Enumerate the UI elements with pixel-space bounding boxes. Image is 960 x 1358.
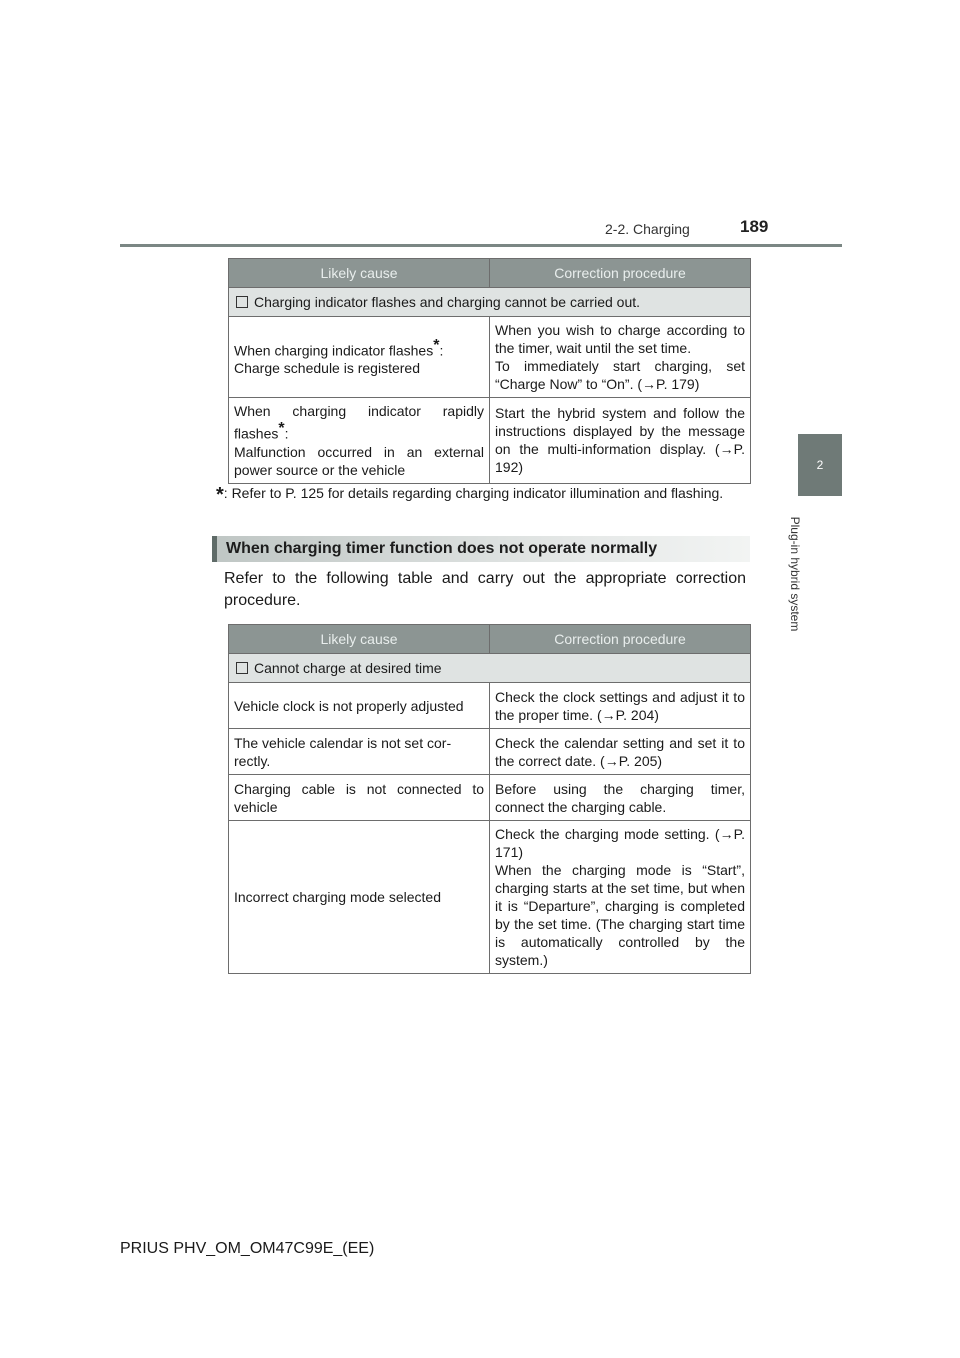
section-subheading xyxy=(212,536,750,562)
category-cell xyxy=(229,654,751,683)
footnote-star-icon: * xyxy=(433,336,440,354)
cause-text: When charging indicator flashes xyxy=(234,342,434,359)
page-number: 189 xyxy=(740,217,769,236)
table-row xyxy=(229,317,751,398)
footnote-star-icon: * xyxy=(278,420,285,437)
chapter-side-label xyxy=(788,505,802,643)
cause-cell: Incorrect charging mode selected xyxy=(229,821,490,974)
chapter-tab xyxy=(798,434,842,496)
cause-text: : Charge schedule is registered xyxy=(234,342,444,377)
charging-timer-table xyxy=(228,624,751,974)
chapter-number: 2 xyxy=(816,458,824,472)
cause-cell xyxy=(229,398,490,484)
column-header-cause: Likely cause xyxy=(229,625,490,654)
category-label: Cannot charge at desired time xyxy=(254,660,442,676)
cause-cell: The vehicle calendar is not set cor-rectly. xyxy=(229,729,490,775)
footnote-star-icon: * xyxy=(216,484,224,506)
header-divider xyxy=(120,244,842,247)
column-header-cause: Likely cause xyxy=(229,259,490,288)
procedure-cell: Check the clock settings and adjust it to the proper time. (→P. 204) xyxy=(490,683,751,729)
footnote-text: : Refer to P. 125 for details regarding charging indicator illumination and flashing. xyxy=(223,485,724,501)
section-title: 2-2. Charging xyxy=(605,221,690,237)
table-category-row xyxy=(229,288,751,317)
checkbox-square-icon xyxy=(236,296,248,308)
table-category-row xyxy=(229,654,751,683)
table-row xyxy=(229,398,751,484)
cause-text: : Malfunction occurred in an external power source or the vehicle xyxy=(234,425,484,478)
charging-indicator-table xyxy=(228,258,751,484)
category-cell xyxy=(229,288,751,317)
procedure-cell: Check the charging mode setting. (→P. 171) When the charging mode is “Start”, charging starts at the set time, but when it is “Departure”, charging is completed by the set time. (The charging start time is automatically controlled by the system.) xyxy=(490,821,751,974)
cause-text: When charging indicator rapidly flashes xyxy=(234,403,484,442)
category-label: Charging indicator flashes and charging cannot be carried out. xyxy=(254,294,641,310)
footnote xyxy=(216,484,746,505)
table-row xyxy=(229,775,751,821)
column-header-procedure: Correction procedure xyxy=(490,625,751,654)
procedure-cell: Start the hybrid system and follow the instructions displayed by the message on the multi-information display. (→P. 192) xyxy=(490,398,751,484)
procedure-cell: Check the calendar setting and set it to the correct date. (→P. 205) xyxy=(490,729,751,775)
cause-cell: Charging cable is not connected to vehicle xyxy=(229,775,490,821)
table-header-row xyxy=(229,259,751,288)
document-code-footer: PRIUS PHV_OM_OM47C99E_(EE) xyxy=(120,1240,375,1257)
cause-cell: Vehicle clock is not properly adjusted xyxy=(229,683,490,729)
table-row xyxy=(229,729,751,775)
table-header-row xyxy=(229,625,751,654)
procedure-cell: Before using the charging timer, connect the charging cable. xyxy=(490,775,751,821)
table-row xyxy=(229,683,751,729)
intro-paragraph: Refer to the following table and carry out the appropriate correction procedure. xyxy=(224,570,746,609)
cause-cell xyxy=(229,317,490,398)
checkbox-square-icon xyxy=(236,662,248,674)
chapter-title: Plug-in hybrid system xyxy=(788,516,802,632)
procedure-cell: When you wish to charge according to the timer, wait until the set time. To immediately start charging, set “Charge Now” to “On”. (→P. 179) xyxy=(490,317,751,398)
column-header-procedure: Correction procedure xyxy=(490,259,751,288)
subheading-text: When charging timer function does not operate normally xyxy=(226,540,658,557)
table-row xyxy=(229,821,751,974)
